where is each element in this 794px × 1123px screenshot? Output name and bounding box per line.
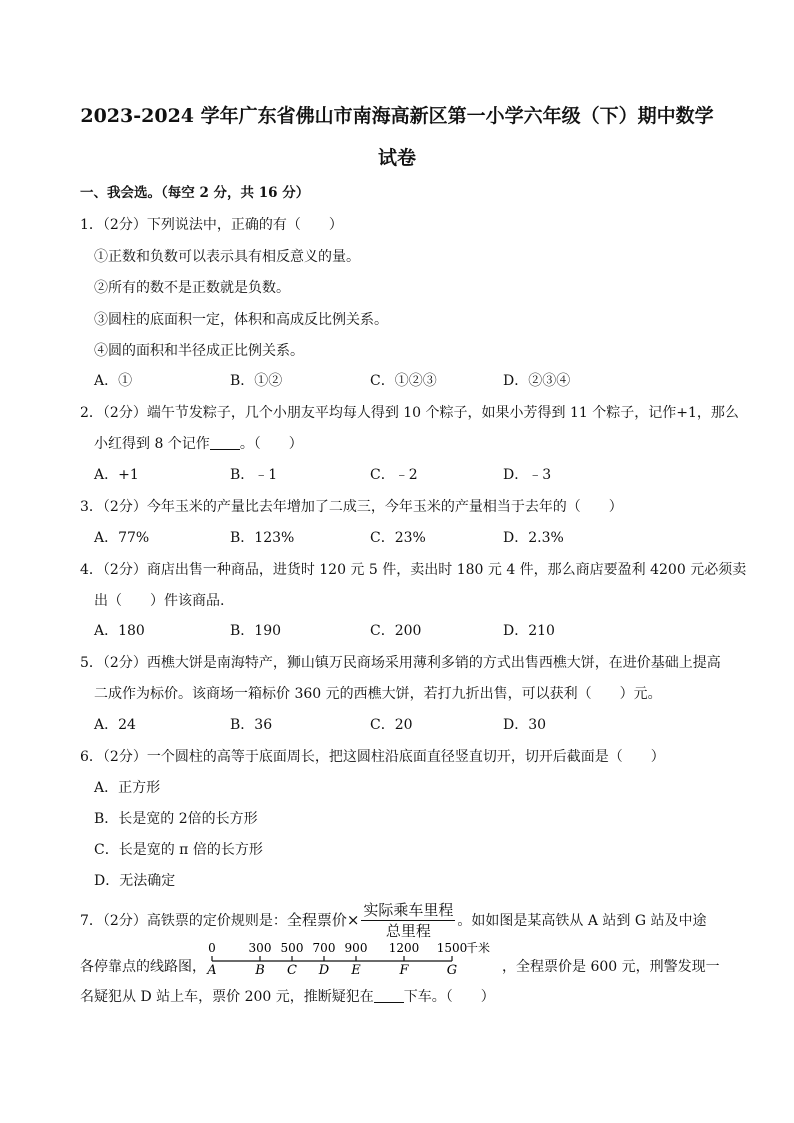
q2-option-b[interactable]: B．﹣1 [230,467,278,483]
route-diagram [206,940,502,994]
q2-stem-line2 [94,435,303,453]
q6-option-b[interactable]: B．长是宽的 2倍的长方形 [94,811,258,827]
q7-stem-route-lead: 各停靠点的线路图， [80,959,206,975]
route-km-b: 300 [248,941,272,955]
q4-option-d[interactable]: D．210 [503,623,555,639]
q7-answer-blank[interactable] [374,988,404,1003]
formula-numerator: 实际乘车里程 [363,901,454,919]
q2-option-c[interactable]: C．﹣2 [370,467,418,483]
route-svg [206,940,502,978]
q7-stem-final: 名疑犯从 D 站上车，票价 200 元，推断疑犯在 [80,989,374,1005]
q5-stem-line2: 二成作为标价。该商场一箱标价 360 元的西樵大饼，若打九折出售，可以获利（ ）元。 [94,686,662,702]
q2-stem-text: 小红得到 8 个记作 [94,436,210,452]
q2-option-a[interactable]: A．+1 [94,467,139,483]
q4-option-c[interactable]: C．200 [370,623,422,639]
q7-stem-line1 [80,898,707,943]
q1-stem: 1．（2分）下列说法中，正确的有（ ） [80,217,343,233]
q7-stem-lead: 7．（2分）高铁票的定价规则是： [80,913,287,929]
route-station-g: G [446,963,458,978]
q3-option-b[interactable]: B．123% [230,530,295,546]
q3-option-c[interactable]: C．23% [370,530,426,546]
exam-title-line1: 2023-2024 学年广东省佛山市南海高新区第一小学六年级（下）期中数学 [80,105,714,127]
q7-stem-rest: 。如如图是某高铁从 A 站到 G 站及中途 [457,913,707,929]
route-km-c: 500 [280,941,304,955]
route-station-b: B [255,963,265,978]
section-heading: 一、我会选。（每空 2 分，共 16 分） [80,185,310,201]
formula-fraction [361,900,455,941]
q5-option-b[interactable]: B．36 [230,717,273,733]
q1-option-d[interactable]: D．②③④ [503,373,571,389]
q1-option-a[interactable]: A．① [94,373,133,389]
q5-option-a[interactable]: A．24 [94,717,136,733]
route-km-e: 900 [344,941,368,955]
q2-stem-tail: 。（ ） [239,436,303,452]
route-station-a: A [207,963,217,978]
formula-denominator: 总里程 [385,922,431,940]
q6-option-c[interactable]: C．长是宽的 π 倍的长方形 [94,842,263,858]
q1-statement-2: ②所有的数不是正数就是负数。 [94,280,290,296]
q3-stem: 3．（2分）今年玉米的产量比去年增加了二成三，今年玉米的产量相当于去年的（ ） [80,499,623,515]
q4-stem-line2: 出（ ）件该商品. [94,593,225,609]
q6-option-a[interactable]: A．正方形 [94,780,161,796]
route-unit-label: 千米 [466,941,491,955]
route-km-f: 1200 [388,941,420,955]
q2-option-d[interactable]: D．﹣3 [503,467,552,483]
q3-option-d[interactable]: D．2.3% [503,530,564,546]
q6-option-d[interactable]: D．无法确定 [94,873,176,889]
q5-option-c[interactable]: C．20 [370,717,413,733]
q7-stem-line3 [80,988,495,1006]
route-station-c: C [287,963,297,978]
q1-option-c[interactable]: C．①②③ [370,373,437,389]
formula-left: 全程票价× [286,911,360,929]
q1-statement-4: ④圆的面积和半径成正比例关系。 [94,343,304,359]
q1-option-b[interactable]: B．①② [230,373,283,389]
q7-stem-final-tail: 下车。（ ） [403,989,495,1005]
route-station-e: E [351,963,361,978]
q3-option-a[interactable]: A．77% [94,530,150,546]
q1-statement-1: ①正数和负数可以表示具有相反意义的量。 [94,249,360,265]
q7-stem-route-tail: ，全程票价是 600 元，刑警发现一 [502,959,720,975]
q5-option-d[interactable]: D．30 [503,717,547,733]
q6-stem: 6．（2分）一个圆柱的高等于底面周长，把这圆柱沿底面直径竖直切开，切开后截面是（ ） [80,749,665,765]
route-station-f: F [399,963,409,978]
route-km-a: 0 [208,941,216,955]
q4-option-a[interactable]: A．180 [94,623,145,639]
route-km-g: 1500 [436,941,468,955]
q2-answer-blank[interactable] [210,435,240,450]
exam-title-line2: 试卷 [377,147,416,169]
price-formula [286,901,458,940]
q1-statement-3: ③圆柱的底面积一定，体积和高成反比例关系。 [94,312,388,328]
route-station-d: D [318,963,330,978]
q7-stem-line2 [80,940,720,994]
q4-stem-line1: 4．（2分）商店出售一种商品，进货时 120 元 5 件，卖出时 180 元 4 件，那么商店要盈利 4200 元必须卖 [80,562,747,578]
q4-option-b[interactable]: B．190 [230,623,282,639]
q2-stem-line1: 2．（2分）端午节发粽子，几个小朋友平均每人得到 10 个粽子，如果小芳得到 11 个粽子，记作+1，那么 [80,405,739,421]
q5-stem-line1: 5．（2分）西樵大饼是南海特产，狮山镇万民商场采用薄利多销的方式出售西樵大饼，在进价基础上提高 [80,655,721,671]
route-km-d: 700 [312,941,336,955]
